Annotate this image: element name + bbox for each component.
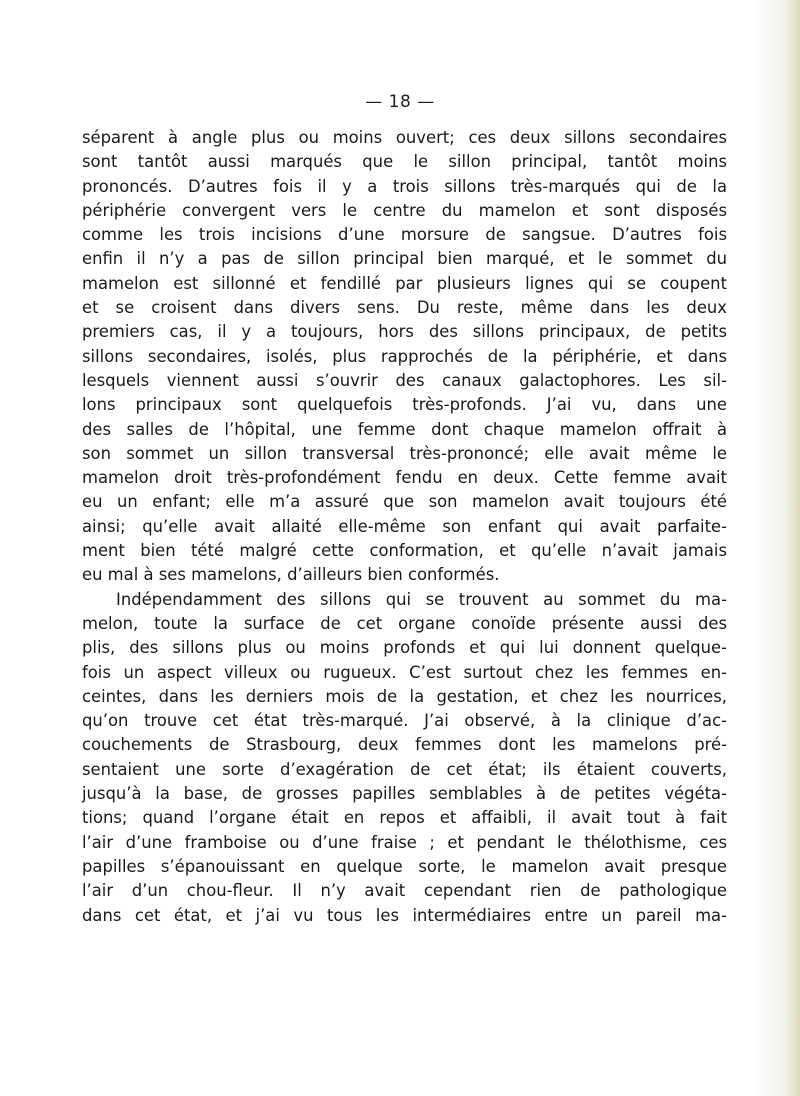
- text-line: lons principaux sont quelquefois très-profonds. J’ai vu, dans une: [82, 395, 727, 415]
- text-line: couchements de Strasbourg, deux femmes dont les mamelons pré-: [82, 735, 727, 755]
- text-line: Indépendamment des sillons qui se trouvent au sommet du ma-: [116, 589, 727, 609]
- text-line: eu mal à ses mamelons, d’ailleurs bien conformés.: [82, 565, 500, 585]
- text-line: plis, des sillons plus ou moins profonds et qui lui donnent quelque-: [82, 638, 727, 658]
- text-line: son sommet un sillon transversal très-prononcé; elle avait même le: [82, 443, 727, 463]
- text-line: sillons secondaires, isolés, plus rapprochés de la périphérie, et dans: [82, 346, 727, 366]
- text-line: prononcés. D’autres fois il y a trois sillons très-marqués qui de la: [82, 176, 727, 196]
- text-line: enfin il n’y a pas de sillon principal bien marqué, et le sommet du: [82, 249, 727, 269]
- text-line: ment bien tété malgré cette conformation, et qu’elle n’avait jamais: [82, 541, 727, 561]
- text-line: premiers cas, il y a toujours, hors des sillons principaux, de petits: [82, 322, 727, 342]
- text-line: l’air d’un chou-fleur. Il n’y avait cependant rien de pathologique: [82, 881, 727, 901]
- text-line: eu un enfant; elle m’a assuré que son mamelon avait toujours été: [82, 492, 727, 512]
- text-line: et se croisent dans divers sens. Du reste, même dans les deux: [82, 298, 727, 318]
- page-edge-shading: [786, 0, 800, 1096]
- text-line: sentaient une sorte d’exagération de cet état; ils étaient couverts,: [82, 759, 727, 779]
- text-line: lesquels viennent aussi s’ouvrir des canaux galactophores. Les sil-: [82, 370, 727, 390]
- text-line: comme les trois incisions d’une morsure de sangsue. D’autres fois: [82, 225, 727, 245]
- text-line: jusqu’à la base, de grosses papilles semblables à de petites végéta-: [82, 784, 727, 804]
- text-line: des salles de l’hôpital, une femme dont chaque mamelon offrait à: [82, 419, 727, 439]
- text-line: sont tantôt aussi marqués que le sillon principal, tantôt moins: [82, 152, 727, 172]
- text-line: mamelon est sillonné et fendillé par plusieurs lignes qui se coupent: [82, 273, 727, 293]
- text-line: séparent à angle plus ou moins ouvert; ces deux sillons secondaires: [82, 128, 727, 147]
- text-line: qu’on trouve cet état très-marqué. J’ai observé, à la clinique d’ac-: [82, 711, 727, 731]
- text-line: fois un aspect villeux ou rugueux. C’est surtout chez les femmes en-: [82, 662, 727, 682]
- text-line: ceintes, dans les derniers mois de la gestation, et chez les nourrices,: [82, 686, 727, 706]
- text-line: dans cet état, et j’ai vu tous les intermédiaires entre un pareil ma-: [82, 905, 727, 925]
- text-line: melon, toute la surface de cet organe conoïde présente aussi des: [82, 613, 727, 633]
- text-line: l’air d’une framboise ou d’une fraise ; et pendant le thélothisme, ces: [82, 832, 727, 852]
- text-line: tions; quand l’organe était en repos et affaibli, il avait tout à fait: [82, 808, 727, 828]
- text-line: mamelon droit très-profondément fendu en deux. Cette femme avait: [82, 468, 727, 488]
- text-line: ainsi; qu’elle avait allaité elle-même son enfant qui avait parfaite-: [82, 516, 727, 536]
- text-line: périphérie convergent vers le centre du mamelon et sont disposés: [82, 200, 727, 220]
- text-line: papilles s’épanouissant en quelque sorte, le mamelon avait presque: [82, 856, 727, 876]
- page-number-header: — 18 —: [365, 92, 435, 112]
- body-text: [82, 126, 727, 928]
